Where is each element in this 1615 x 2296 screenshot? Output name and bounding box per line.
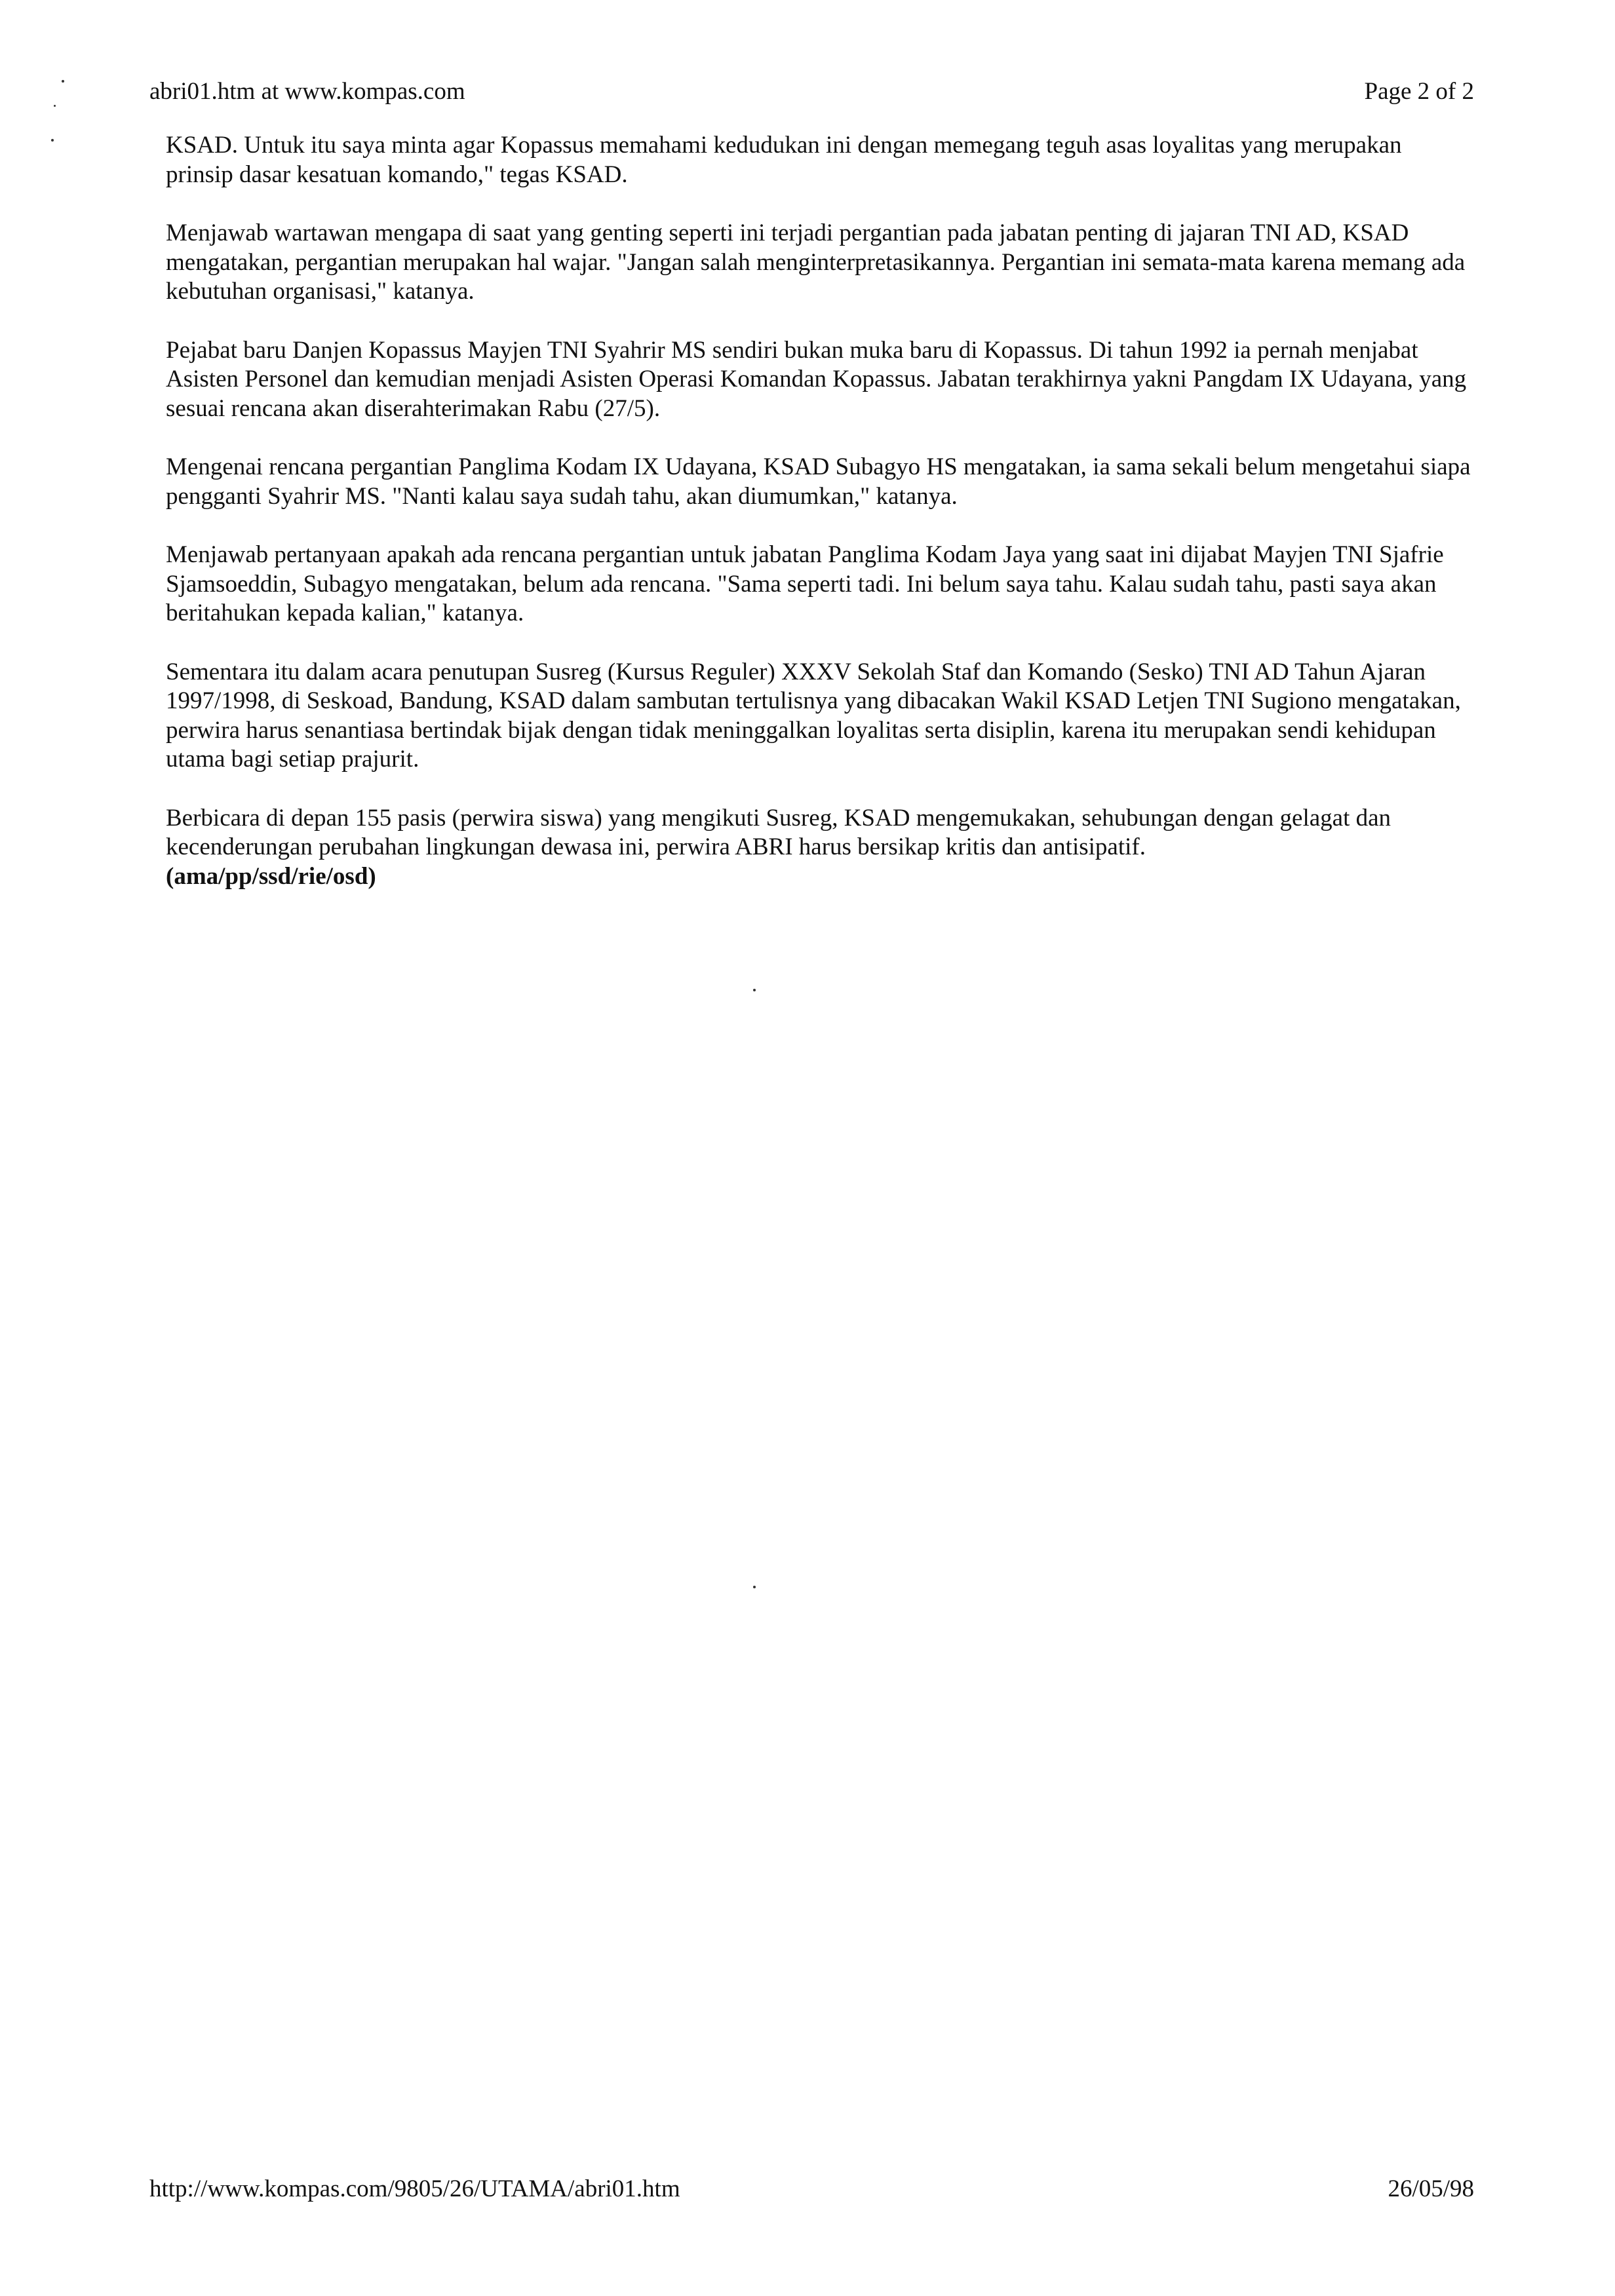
article-paragraph: Sementara itu dalam acara penutupan Susreg (Kursus Reguler) XXXV Sekolah Staf dan Komando (Sesko) TNI AD Tahun Ajaran 1997/1998, di Seskoad, Bandung, KSAD dalam sambutan tertulisnya yang dibacakan Wakil KSAD Letjen TNI Sugiono mengatakan, perwira harus senantiasa bertindak bijak dengan tidak meninggalkan loyalitas serta disiplin, karena itu merupakan sendi kehidupan utama bagi setiap prajurit. [166,658,1461,773]
header-source: abri01.htm at www.kompas.com [149,78,465,105]
scan-speck [753,989,756,991]
article-byline: (ama/pp/ssd/rie/osd) [166,862,376,890]
scan-speck [62,80,64,83]
footer-date: 26/05/98 [1388,2175,1474,2202]
article-paragraph: Berbicara di depan 155 pasis (perwira siswa) yang mengikuti Susreg, KSAD mengemukakan, sehubungan dengan gelagat dan kecenderungan perubahan lingkungan dewasa ini, perwira ABRI harus bersikap kritis dan antisipatif. [166,804,1391,860]
footer-url: http://www.kompas.com/9805/26/UTAMA/abri01.htm [149,2175,680,2202]
article-body [166,131,1473,921]
header-page-number: Page 2 of 2 [1364,78,1474,105]
scan-speck [54,105,56,107]
scan-speck [753,1586,756,1588]
article-paragraph: Pejabat baru Danjen Kopassus Mayjen TNI Syahrir MS sendiri bukan muka baru di Kopassus. Di tahun 1992 ia pernah menjabat Asisten Personel dan kemudian menjadi Asisten Operasi Komandan Kopassus. Jabatan terakhirnya yakni Pangdam IX Udayana, yang sesuai rencana akan diserahterimakan Rabu (27/5). [166,336,1467,422]
article-paragraph: Menjawab pertanyaan apakah ada rencana pergantian untuk jabatan Panglima Kodam Jaya yang saat ini dijabat Mayjen TNI Sjafrie Sjamsoeddin, Subagyo mengatakan, belum ada rencana. "Sama seperti tadi. Ini belum saya tahu. Kalau sudah tahu, pasti saya akan beritahukan kepada kalian," katanya. [166,541,1444,626]
article-paragraph: Menjawab wartawan mengapa di saat yang genting seperti ini terjadi pergantian pada jabatan penting di jajaran TNI AD, KSAD mengatakan, pergantian merupakan hal wajar. "Jangan salah menginterpretasikannya. Pergantian ini semata-mata karena memang ada kebutuhan organisasi," katanya. [166,220,1466,305]
article-paragraph: Mengenai rencana pergantian Panglima Kodam IX Udayana, KSAD Subagyo HS mengatakan, ia sama sekali belum mengetahui siapa pengganti Syahrir MS. "Nanti kalau saya sudah tahu, akan diumumkan," katanya. [166,453,1471,510]
article-paragraph: KSAD. Untuk itu saya minta agar Kopassus memahami kedudukan ini dengan memegang teguh asas loyalitas yang merupakan prinsip dasar kesatuan komando," tegas KSAD. [166,132,1402,188]
article-final-paragraph [166,804,1473,892]
scan-speck [51,139,54,142]
